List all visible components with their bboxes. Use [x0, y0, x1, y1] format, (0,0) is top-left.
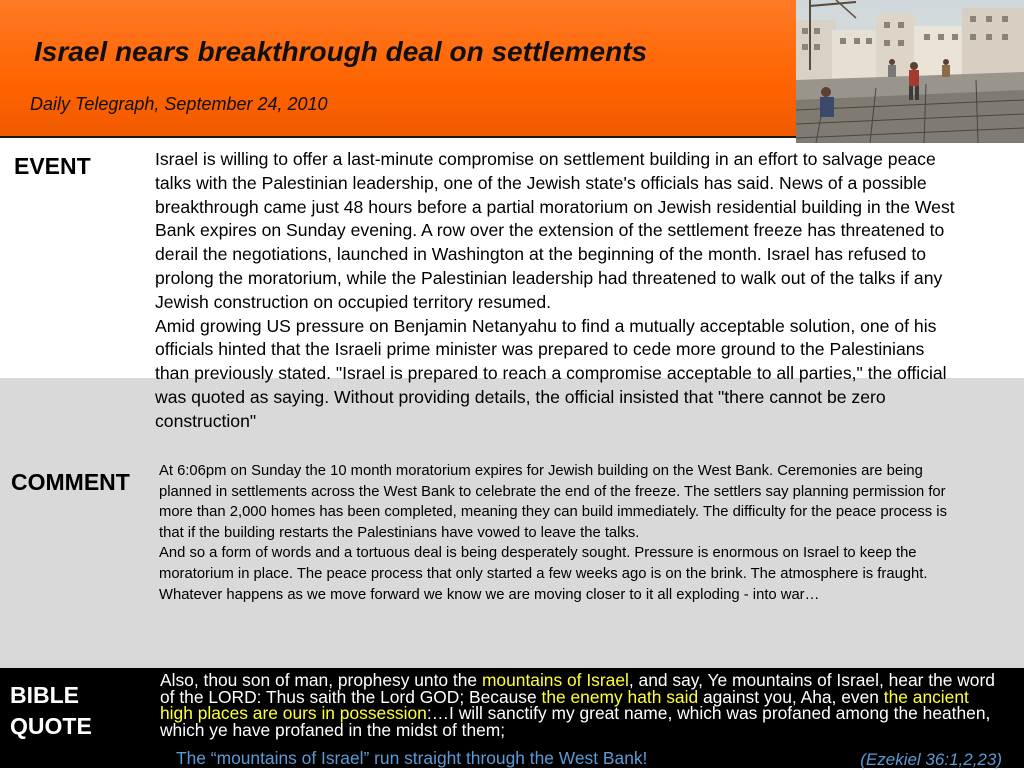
quote-text: , and say, Ye mountains of Israel, hear the word of the LORD: Thus saith the Lord GOD; Because [160, 670, 995, 707]
comment-paragraph: And so a form of words and a tortuous deal is being desperately sought. Pressure is enormous on Israel to keep the moratorium in place. The peace process that only started a few weeks ago is on the brink. The atmosphere is fraught. Whatever happens as we move forward we know we are moving closer to it all exploding - into war… [159, 545, 928, 603]
bible-quote-text [160, 672, 1000, 738]
event-paragraph: Amid growing US pressure on Benjamin Netanyahu to find a mutually acceptable solution, one of his officials hinted that the Israeli prime minister was prepared to cede more ground to the Palestinians than previously stated. "Israel is prepared to reach a compromise acceptable to all parties," the official was quoted as saying. Without providing details, the official insisted that "there cannot be zero construction" [155, 315, 947, 431]
quote-text: against you, Aha, even [698, 686, 884, 707]
comment-label: COMMENT [11, 469, 130, 495]
quote-highlight: the enemy hath said [541, 686, 699, 707]
quote-text: :…I will sanctify my great name, which was profaned among the heathen, which ye have profaned in the midst of them; [160, 703, 991, 740]
comment-paragraph: At 6:06pm on Sunday the 10 month moratorium expires for Jewish building on the West Bank. Ceremonies are being planned in settlements across the West Bank to celebrate the end of the freeze. The settlers say planning permission for more than 2,000 homes has been completed, meaning they can build immediately. The difficulty for the peace process is that if the building restarts the Palestinians have vowed to leave the talks. [159, 463, 947, 541]
comment-text [159, 461, 971, 605]
header-banner [0, 0, 796, 136]
quote-highlight: the ancient high places are ours in possession [160, 686, 969, 724]
article-source: Daily Telegraph, September 24, 2010 [30, 94, 328, 114]
event-paragraph: Israel is willing to offer a last-minute compromise on settlement building in an effort to salvage peace talks with the Palestinian leadership, one of the Jewish state's officials has said. News of a possible breakthrough came just 48 hours before a partial moratorium on Jewish residential building in the West Bank expires on Sunday evening. A row over the extension of the settlement freeze has threatened to derail the negotiations, launched in Washington at the beginning of the month. Israel has refused to prolong the moratorium, while the Palestinian leadership had threatened to walk out of the talks if any Jewish construction on occupied territory resumed. [155, 149, 955, 312]
page-title: Israel nears breakthrough deal on settlements [34, 36, 648, 67]
scripture-reference: (Ezekiel 36:1,2,23) [860, 750, 1002, 769]
bible-quote-label [10, 680, 140, 742]
bible-label-line: BIBLE [10, 682, 79, 708]
footnote: The “mountains of Israel” run straight through the West Bank! [176, 748, 648, 768]
quote-text: Also, thou son of man, prophesy unto the [160, 670, 482, 690]
construction-site-photo [796, 0, 1024, 143]
quote-label-line: QUOTE [10, 713, 92, 739]
event-label: EVENT [14, 153, 91, 179]
event-text [155, 148, 955, 434]
quote-highlight: mountains of Israel [481, 670, 629, 690]
